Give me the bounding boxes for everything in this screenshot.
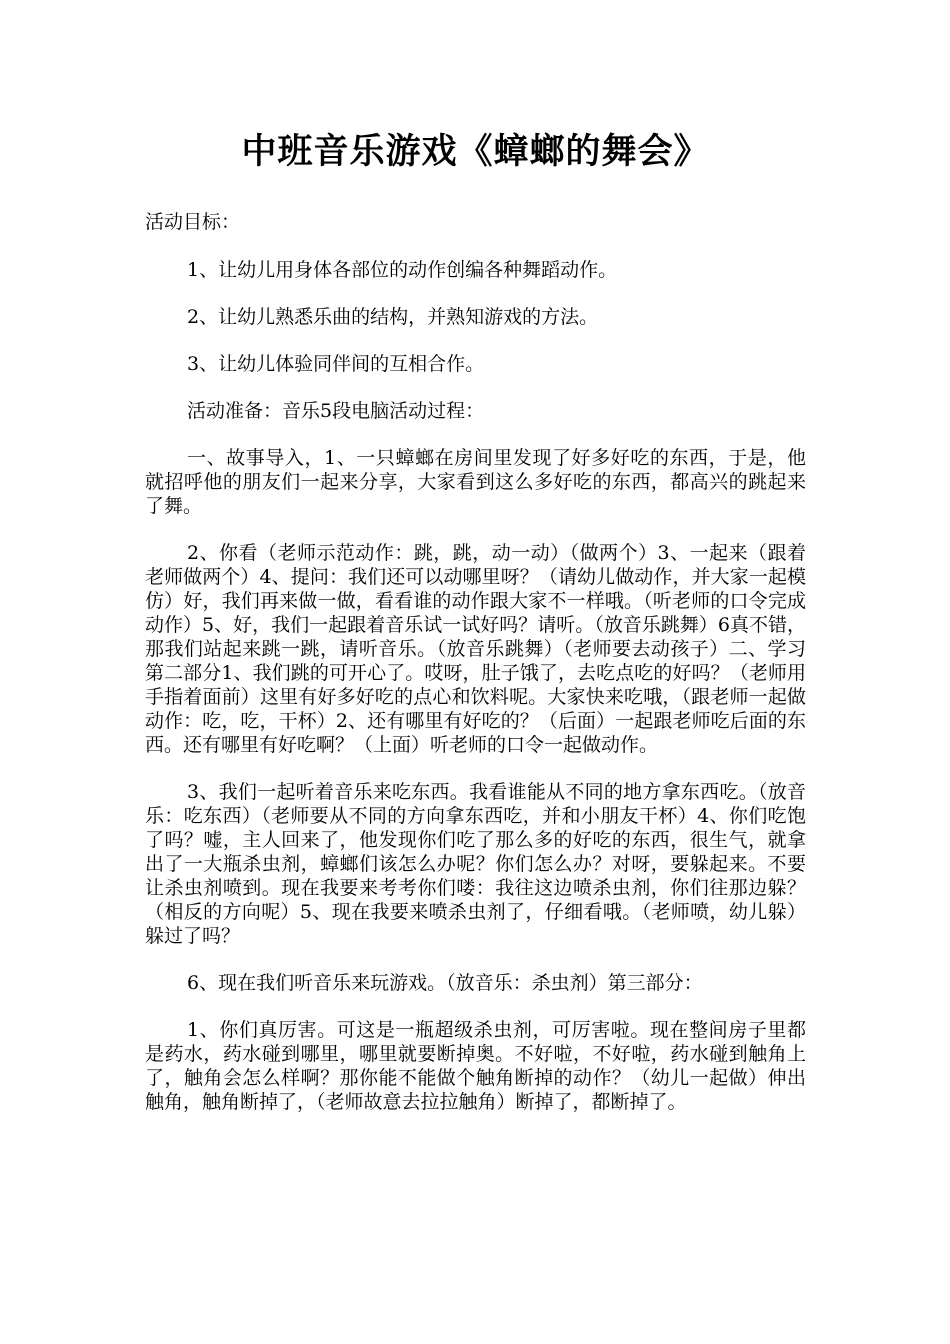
paragraph-step-6: 6、现在我们听音乐来玩游戏。（放音乐：杀虫剂）第三部分： — [187, 972, 703, 994]
goals-label: 活动目标： — [145, 211, 241, 233]
paragraph-preparation: 活动准备：音乐5段电脑活动过程： — [187, 400, 485, 422]
paragraph-step-3: 3、我们一起听着音乐来吃东西。我看谁能从不同的地方拿东西吃。（放音乐：吃东西）（老师要从不同的方向拿东西吃，并和小朋友干杯）4、你们吃饱了吗？嘘，主人回来了，他发现你们吃了那么多的好吃的东西，很生气，就拿出了一大瓶杀虫剂，蟑螂们该怎么办呢？你们怎么办？对呀，要躲起来。不要让杀虫剂喷到。现在我要来考考你们喽：我往这边喷杀虫剂，你们往那边躲？（相反的方向呢）5、现在我要来喷杀虫剂了，仔细看哦。（老师喷，幼儿躲）躲过了吗？ — [145, 781, 806, 947]
paragraph-goal-2: 2、让幼儿熟悉乐曲的结构，并熟知游戏的方法。 — [187, 306, 599, 328]
paragraph-goal-1: 1、让幼儿用身体各部位的动作创编各种舞蹈动作。 — [187, 259, 618, 281]
paragraph-part-3-step-1: 1、你们真厉害。可这是一瓶超级杀虫剂，可厉害啦。现在整间房子里都是药水，药水碰到哪里，哪里就要断掉奥。不好啦，不好啦，药水碰到触角上了，触角会怎么样啊？那你能不能做个触角断掉的动作？（幼儿一起做）伸出触角，触角断掉了，（老师故意去拉拉触角）断掉了，都断掉了。 — [145, 1019, 806, 1113]
document-title: 中班音乐游戏《蟑螂的舞会》 — [241, 131, 710, 172]
paragraph-goal-3: 3、让幼儿体验同伴间的互相合作。 — [187, 353, 485, 375]
paragraph-story-intro: 一、故事导入，1、一只蟑螂在房间里发现了好多好吃的东西，于是，他就招呼他的朋友们一起来分享，大家看到这么多好吃的东西，都高兴的跳起来了舞。 — [145, 447, 806, 517]
paragraph-step-2: 2、你看（老师示范动作：跳，跳，动一动）（做两个）3、一起来（跟着老师做两个）4、提问：我们还可以动哪里呀？（请幼儿做动作，并大家一起模仿）好，我们再来做一做，看看谁的动作跟大家不一样哦。（听老师的口令完成动作）5、好，我们一起跟着音乐试一试好吗？请听。（放音乐跳舞）6真不错，那我们站起来跳一跳，请听音乐。（放音乐跳舞）（老师要去动孩子）二、学习第二部分1、我们跳的可开心了。哎呀，肚子饿了，去吃点吃的好吗？（老师用手指着面前）这里有好多好吃的点心和饮料呢。大家快来吃哦，（跟老师一起做动作：吃，吃，干杯）2、还有哪里有好吃的？（后面）一起跟老师吃后面的东西。还有哪里有好吃啊？（上面）听老师的口令一起做动作。 — [145, 542, 806, 756]
